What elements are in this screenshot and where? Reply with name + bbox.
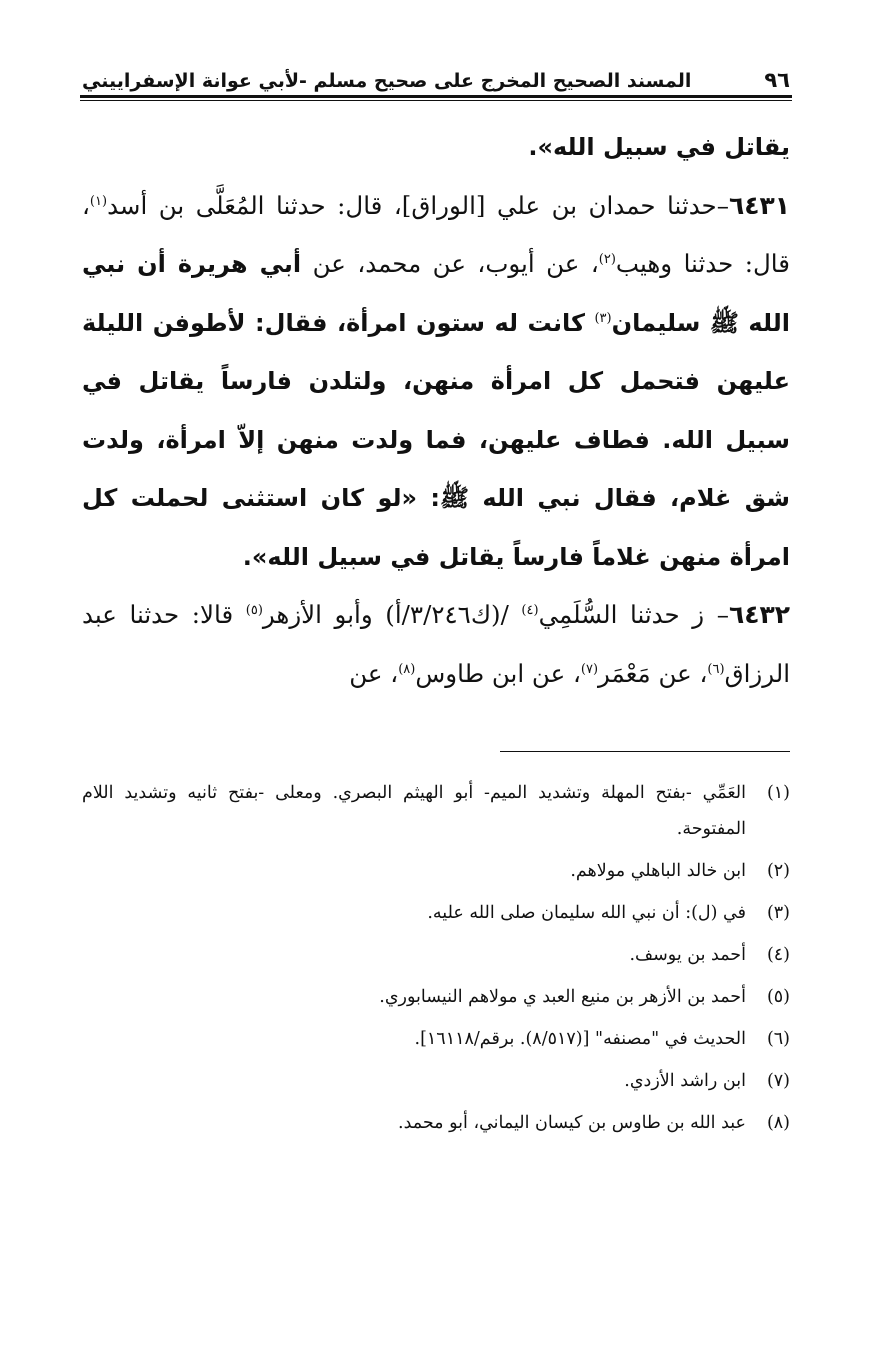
footnote-number: (٣) — [766, 903, 790, 923]
header-rule-thin — [80, 100, 792, 101]
main-text — [82, 118, 790, 703]
footnote-text: في (ل): أن نبي الله سليمان صلى الله عليه. — [427, 903, 746, 923]
footnote-number: (٢) — [766, 861, 790, 881]
matn-part-1: أبي هريرة أن نبي الله ﷺ سليمان — [82, 250, 791, 337]
footnote-ref-8[interactable]: (٨) — [398, 661, 416, 677]
hadith-6431 — [82, 177, 790, 587]
footnote-text: العَمِّي -بفتح المهلة وتشديد الميم- أبو الهيثم البصري. ومعلى -بفتح ثانيه وتشديد اللام المفتوحة. — [82, 783, 746, 839]
isnad-part-2: /(ك٣/٢٤٦/أ) وأبو الأزهر — [262, 600, 522, 629]
hadith-6432 — [82, 586, 790, 703]
hadith-number-6432: ٦٤٣٢ — [728, 600, 791, 629]
footnotes — [82, 775, 790, 1147]
continuation-text: يقاتل في سبيل الله». — [528, 133, 790, 161]
footnote-ref-3[interactable]: (٣) — [594, 310, 612, 326]
footnote-number: (١) — [766, 783, 790, 803]
footnote-ref-4[interactable]: (٤) — [521, 602, 539, 618]
footnote-text: ابن راشد الأزدي. — [624, 1071, 746, 1091]
footnote-item — [82, 937, 790, 973]
matn-part-2: كانت له ستون امرأة، فقال: لأطوفن الليلة عليهن فتحمل كل امرأة منهن، ولتلدن فارساً يقاتل في سبيل الله. فطاف عليهن، فما ولدت منهن إلاّ امرأة، ولدت شق غلام، فقال نبي الله ﷺ: «لو كان استثنى لحملت كل امرأة منهن غلاماً فارساً يقاتل في سبيل الله». — [82, 308, 790, 571]
footnote-number: (٥) — [766, 987, 790, 1007]
footnote-number: (٤) — [766, 945, 790, 965]
footnote-ref-7[interactable]: (٧) — [580, 661, 599, 677]
footnote-number: (٦) — [766, 1029, 790, 1049]
continuation-line — [82, 118, 790, 177]
isnad-part-3: ، عن أيوب، عن محمد، عن — [301, 249, 599, 278]
footnote-item — [82, 1063, 790, 1099]
footnote-text: ابن خالد الباهلي مولاهم. — [570, 861, 746, 881]
footnote-item — [82, 895, 790, 931]
book-title: المسند الصحيح المخرج على صحيح مسلم -لأبي عوانة الإسفراييني — [82, 70, 692, 92]
footnote-item — [82, 853, 790, 889]
footnote-item — [82, 979, 790, 1015]
footnote-number: (٨) — [766, 1113, 790, 1133]
footnote-text: أحمد بن الأزهر بن منيع العبد ي مولاهم النيسابوري. — [379, 987, 746, 1007]
isnad-part-5: ، عن ابن طاوس — [415, 658, 581, 688]
page-number: ٩٦ — [764, 68, 790, 92]
isnad-part-1: –حدثنا حمدان بن علي [الوراق]، قال: حدثنا المُعَلَّى بن أسد — [107, 190, 729, 220]
isnad-part-3: قالا: حدثنا عبد الرزاق — [82, 600, 790, 688]
footnote-ref-1[interactable]: (١) — [89, 193, 108, 209]
isnad-part-4: ، عن مَعْمَر — [598, 658, 708, 688]
footnote-ref-6[interactable]: (٦) — [707, 661, 725, 677]
isnad-part-1: – ز حدثنا السُّلَمِي — [538, 600, 729, 629]
footnote-item — [82, 1105, 790, 1141]
running-header — [82, 58, 790, 92]
footnote-text: أحمد بن يوسف. — [629, 945, 746, 965]
footnote-ref-2[interactable]: (٢) — [598, 251, 616, 267]
isnad-part-2: ، قال: حدثنا وهيب — [82, 190, 790, 278]
footnote-item — [82, 775, 790, 847]
footnote-ref-5[interactable]: (٥) — [245, 602, 263, 618]
footnote-text: عبد الله بن طاوس بن كيسان اليماني، أبو محمد. — [398, 1113, 746, 1133]
header-rule-thick — [80, 95, 792, 98]
footnote-item — [82, 1021, 790, 1057]
footnote-text: الحديث في "مصنفه" [(٨/٥١٧). برقم/١٦١١٨]. — [414, 1029, 746, 1049]
isnad-part-6: ، عن — [349, 658, 399, 688]
footnote-separator — [500, 751, 790, 752]
hadith-number-6431: ٦٤٣١ — [728, 190, 790, 220]
footnote-number: (٧) — [766, 1071, 790, 1091]
